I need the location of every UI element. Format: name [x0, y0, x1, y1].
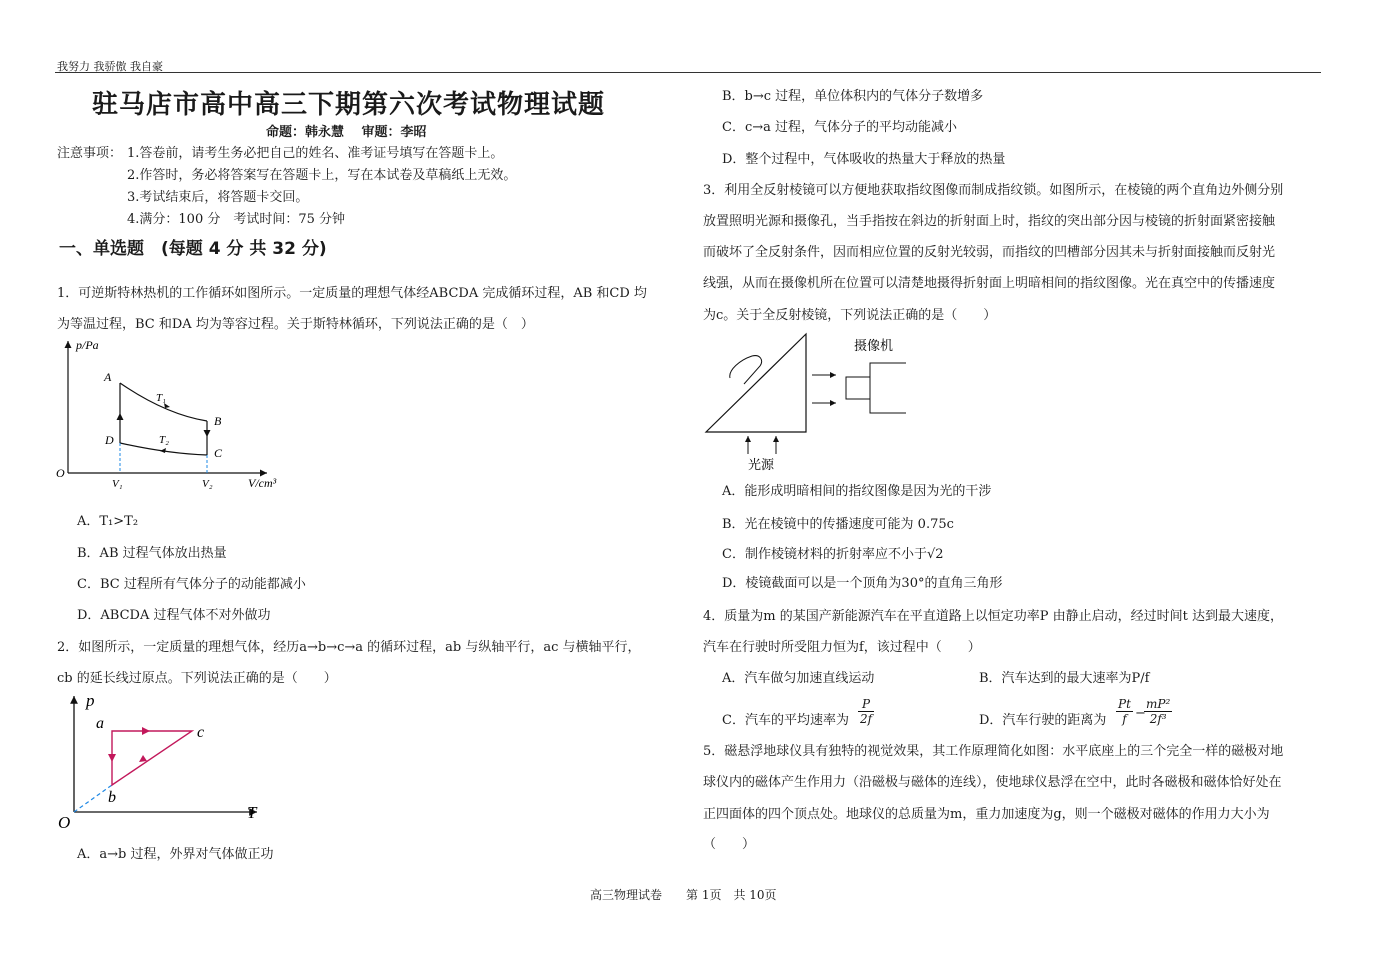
q1-option-c: C．BC 过程所有气体分子的动能都减小 — [77, 577, 306, 592]
q2-option-a: A．a→b 过程，外界对气体做正功 — [77, 847, 274, 862]
q2-point-c: c — [197, 724, 205, 741]
q1-point-b: B — [214, 414, 222, 428]
q4-option-b: B．汽车达到的最大速率为P/f — [979, 671, 1150, 686]
frac-num: mP² — [1146, 697, 1171, 711]
q1-option-a: A．T₁>T₂ — [77, 514, 139, 529]
page-footer: 高三物理试卷 第 1页 共 10页 — [590, 888, 777, 902]
q2-arrow-ca — [142, 727, 150, 735]
q4-option-d: D．汽车行驶的距离为 — [979, 713, 1107, 728]
q2-point-b: b — [108, 789, 116, 806]
q2-origin: O — [58, 813, 71, 832]
q1-option-d: D．ABCDA 过程气体不对外做功 — [77, 608, 271, 623]
q3-stem-line4: 线强，从而在摄像机所在位置可以清楚地摄得折射面上明暗相间的指纹图像。光在真空中的传播速度 — [703, 276, 1276, 291]
q1-label-v1: V₁ — [112, 478, 123, 490]
q1-label-v2: V₂ — [202, 478, 213, 490]
note-item: 2.作答时，务必将答案写在答题卡上，写在本试卷及草稿纸上无效。 — [127, 168, 517, 183]
q3-camera-lens — [846, 377, 870, 399]
q3-prism — [706, 334, 806, 432]
q1-stem-line1: 1．可逆斯特林热机的工作循环如图所示。一定质量的理想气体经ABCDA 完成循环过程，AB 和CD 均 — [57, 286, 647, 301]
q4-option-a: A．汽车做匀加速直线运动 — [722, 671, 875, 686]
q3-camera-body — [870, 363, 906, 413]
frac-den: f — [1122, 712, 1127, 726]
q3-light-label: 光源 — [748, 457, 775, 472]
q3-option-a: A．能形成明暗相间的指纹图像是因为光的干涉 — [722, 484, 992, 499]
q2-option-c: C．c→a 过程，气体分子的平均动能减小 — [722, 120, 958, 135]
note-item: 1.答卷前，请考生务必把自己的姓名、准考证号填写在答题卡上。 — [127, 146, 504, 161]
q3-prism-diagram — [700, 330, 920, 475]
q1-point-d: D — [105, 433, 114, 447]
q2-stem-line2: cb 的延长线过原点。下列说法正确的是（ ） — [57, 671, 337, 686]
q4-stem-line2: 汽车在行驶时所受阻力恒为f，该过程中（ ） — [703, 640, 981, 655]
q3-stem-line3: 而破坏了全反射条件，因而相应位置的反射光较弱，而指纹的凹槽部分因其未与折射面接触而反射光 — [703, 245, 1276, 260]
q2-arrow-ab — [108, 754, 116, 762]
q2-cycle-triangle — [112, 731, 192, 785]
q4-option-c: C．汽车的平均速率为 — [722, 713, 849, 728]
q1-origin: O — [56, 466, 65, 480]
q1-point-a: A — [104, 370, 112, 384]
frac-num: P — [858, 697, 874, 712]
q2-option-d: D．整个过程中，气体吸收的热量大于释放的热量 — [722, 152, 1006, 167]
q1-x-label: V/cm³ — [248, 476, 277, 490]
q3-camera-label: 摄像机 — [854, 338, 894, 353]
q3-stem-line5: 为c。关于全反射棱镜，下列说法正确的是（ ） — [703, 308, 997, 323]
q5-stem-line3: 正四面体的四个顶点处。地球仪的总质量为m，重力加速度为g，则一个磁极对磁体的作用力大小为 — [703, 807, 1270, 822]
q1-pv-diagram — [52, 335, 292, 495]
q5-stem-line4: （ ） — [703, 837, 756, 852]
q1-point-c: C — [214, 446, 223, 460]
frac-den: 2f³ — [1149, 712, 1167, 726]
q3-option-d: D．棱镜截面可以是一个顶角为30°的直角三角形 — [722, 576, 1003, 591]
q2-y-label: p — [86, 691, 95, 710]
q2-x-label: T — [247, 803, 257, 822]
frac-den: 2f — [860, 712, 873, 726]
q2-arrow-bc — [139, 755, 147, 762]
q2-pt-diagram — [52, 690, 272, 835]
q3-finger — [730, 356, 762, 384]
q2-dashed-extension — [74, 785, 112, 812]
q3-option-c: C．制作棱镜材料的折射率应不小于√2 — [722, 547, 944, 562]
q4-option-c-fraction — [858, 697, 874, 726]
q2-option-b: B．b→c 过程，单位体积内的气体分子数增多 — [722, 89, 984, 104]
header-motto: 我努力 我骄傲 我自豪 — [57, 60, 163, 73]
q4-minus-sign: − — [1135, 706, 1146, 721]
q3-stem-line2: 放置照明光源和摄像孔，当手指按在斜边的折射面上时，指纹的突出部分因与棱镜的折射面紧密接触 — [703, 214, 1276, 229]
q1-y-label: p/Pa — [76, 338, 99, 352]
q1-label-t1: T₁ — [156, 392, 166, 404]
q3-stem-line1: 3．利用全反射棱镜可以方便地获取指纹图像而制成指纹锁。如图所示，在棱镜的两个直角边外侧分别 — [703, 183, 1284, 198]
section-title: 一、单选题 (每题 4 分 共 32 分) — [59, 239, 327, 259]
frac-num: Pt — [1118, 697, 1131, 711]
q5-stem-line1: 5．磁悬浮地球仪具有独特的视觉效果，其工作原理简化如图：水平底座上的三个完全一样的磁极对地 — [703, 744, 1284, 759]
q1-stem-line2: 为等温过程，BC 和DA 均为等容过程。关于斯特林循环，下列说法正确的是（ ） — [57, 317, 534, 332]
notes-label: 注意事项： — [57, 146, 123, 161]
q4-stem-line1: 4．质量为m 的某国产新能源汽车在平直道路上以恒定功率P 由静止启动，经过时间t 达到最大速度， — [703, 609, 1283, 624]
q2-stem-line1: 2．如图所示，一定质量的理想气体，经历a→b→c→a 的循环过程，ab 与纵轴平行，ac 与横轴平行， — [57, 640, 641, 655]
q2-point-a: a — [96, 715, 104, 732]
note-item: 3.考试结束后，将答题卡交回。 — [127, 190, 309, 205]
q4-option-d-fraction-2 — [1144, 697, 1172, 726]
header-rule — [55, 72, 1321, 73]
q5-stem-line2: 球仪内的磁体产生作用力（沿磁极与磁体的连线），使地球仪悬浮在空中，此时各磁极和磁体恰好处在 — [703, 775, 1282, 790]
q1-label-t2: T₂ — [159, 434, 169, 446]
q3-option-b: B．光在棱镜中的传播速度可能为 0.75c — [722, 517, 954, 532]
note-item: 4.满分：100 分 考试时间：75 分钟 — [127, 212, 346, 227]
q1-option-b: B．AB 过程气体放出热量 — [77, 546, 227, 561]
exam-authors: 命题：韩永慧 审题：李昭 — [266, 125, 427, 140]
q4-option-d-fraction-1 — [1116, 697, 1133, 726]
exam-title: 驻马店市高中高三下期第六次考试物理试题 — [92, 90, 606, 120]
